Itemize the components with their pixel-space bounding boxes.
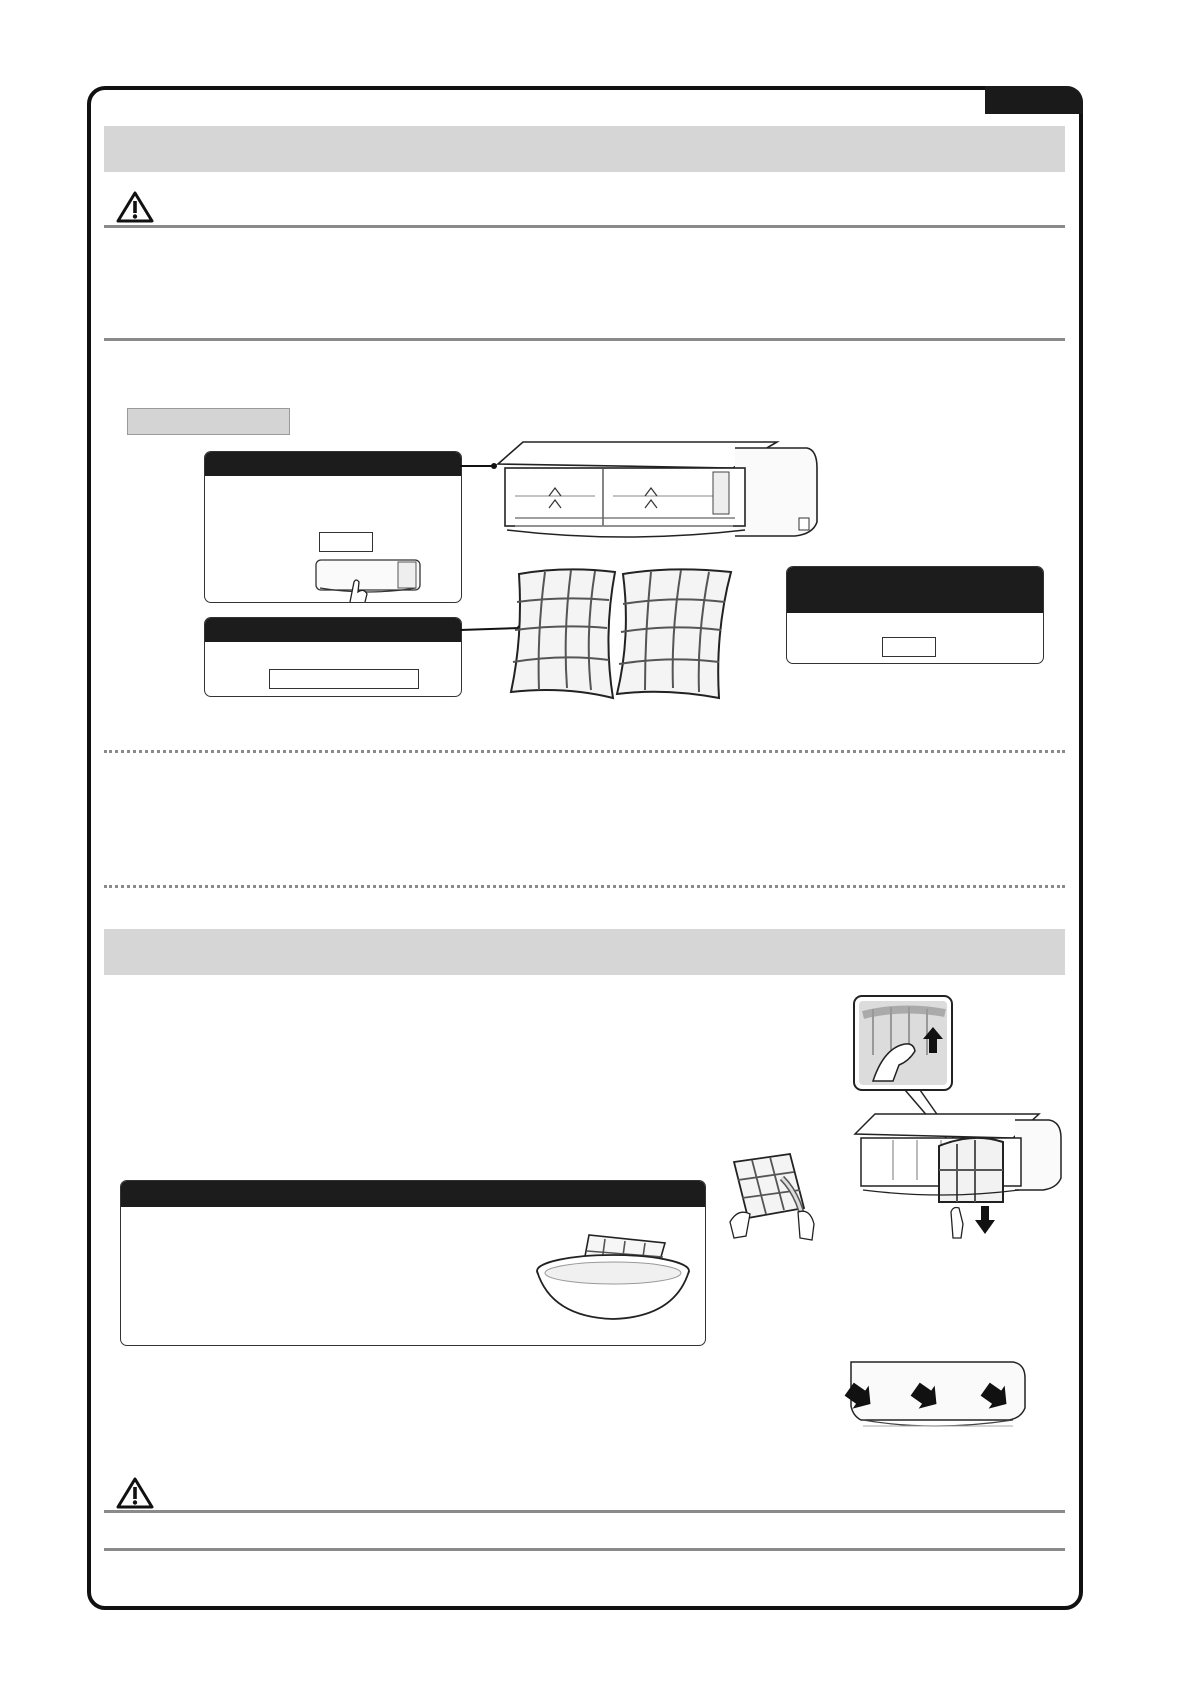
washing-panel-header (121, 1181, 705, 1207)
caution-rule-top-2 (104, 1510, 1065, 1513)
filter-removal-illustration (853, 1108, 1063, 1238)
washing-panel (120, 1180, 706, 1346)
warning-triangle-icon (115, 1476, 155, 1510)
close-front-panel-illustration (843, 1358, 1029, 1434)
filter-vacuum-illustration (728, 1152, 828, 1242)
filter-in-basin-illustration (533, 1225, 693, 1325)
caution-rule-bottom-2 (104, 1548, 1065, 1551)
